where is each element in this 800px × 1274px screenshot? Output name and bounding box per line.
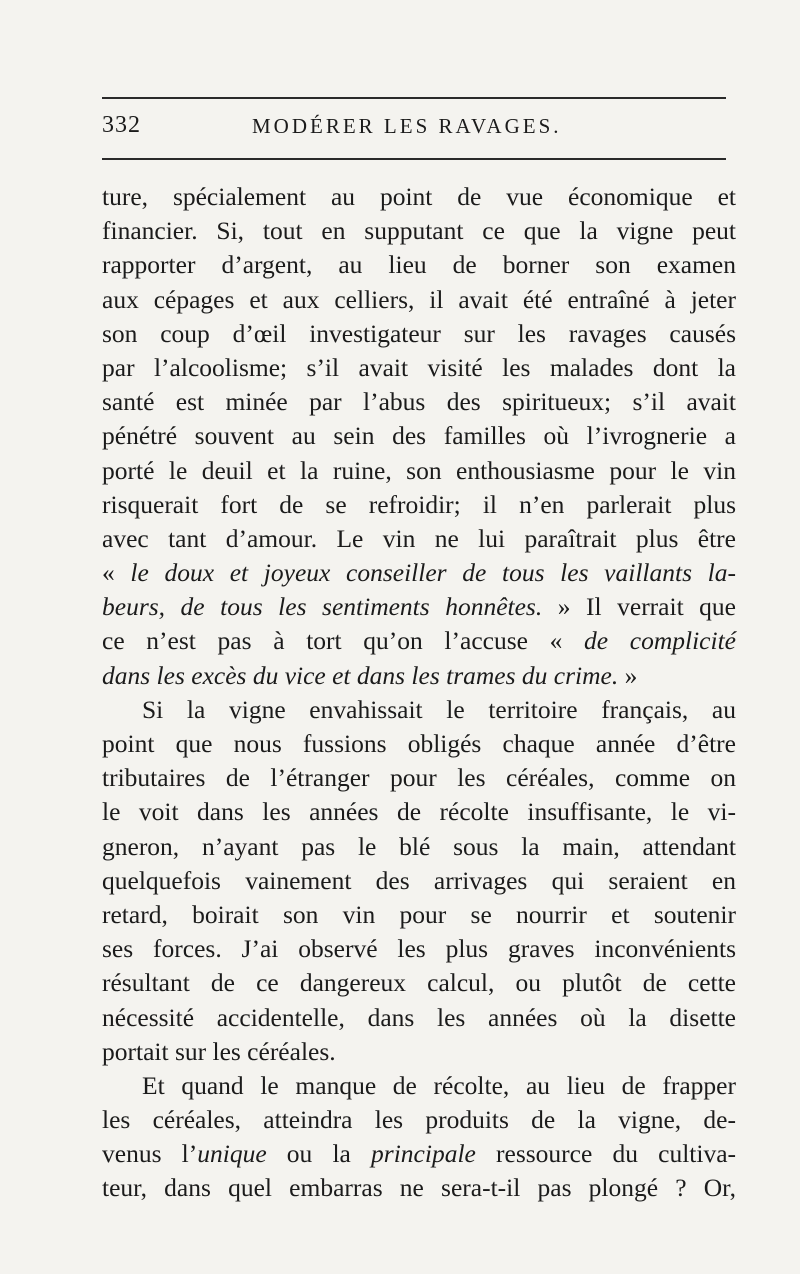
body-text — [102, 180, 736, 1206]
text-line — [102, 1171, 736, 1205]
text-span: porté le deuil et la ruine, son enthousiasme pour le vin — [102, 455, 736, 485]
text-line — [102, 214, 736, 248]
text-span: les céréales, atteindra les produits de la vigne, de- — [102, 1105, 736, 1135]
text-span: » Il verrait que — [542, 592, 737, 622]
text-span: santé est minée par l’abus des spiritueux; s’il avait — [102, 387, 736, 417]
text-line — [102, 317, 736, 351]
text-line — [102, 283, 736, 317]
text-span: » — [618, 660, 638, 690]
text-span: Et quand le manque de récolte, au lieu de frapper — [142, 1070, 736, 1100]
text-line — [102, 966, 736, 1000]
text-span: « — [102, 558, 131, 588]
text-line — [102, 830, 736, 864]
text-span: ture, spécialement au point de vue économique et — [102, 182, 736, 211]
text-line — [102, 248, 736, 282]
text-span: teur, dans quel embarras ne sera-t-il pas plongé ? Or, — [102, 1173, 736, 1203]
text-line — [102, 590, 736, 624]
text-line — [102, 1069, 736, 1103]
text-line — [102, 761, 736, 795]
text-span: ressource du cultiva- — [475, 1139, 737, 1169]
text-span: financier. Si, tout en supputant ce que la vigne peut — [102, 216, 736, 246]
text-line — [102, 522, 736, 556]
text-span: ses forces. J’ai observé les plus graves inconvénients — [102, 934, 736, 964]
text-span: son coup d’œil investigateur sur les ravages causés — [102, 318, 736, 348]
text-span: portait sur les céréales. — [102, 1036, 336, 1066]
text-span: rapporter d’argent, au lieu de borner son examen — [102, 250, 736, 280]
header-rule-top — [102, 97, 726, 99]
text-line — [102, 488, 736, 522]
page-number: 332 — [102, 112, 141, 138]
italic-span: de complicité — [584, 626, 736, 656]
text-span: quelquefois vainement des arrivages qui seraient en — [102, 865, 736, 895]
page-header — [102, 112, 726, 146]
text-line — [102, 795, 736, 829]
text-line — [102, 659, 736, 693]
text-span: risquerait fort de se refroidir; il n’en parlerait plus — [102, 489, 736, 519]
text-span: Si la vigne envahissait le territoire français, au — [142, 694, 736, 724]
header-rule-bottom — [102, 158, 726, 160]
italic-span: le doux et joyeux conseiller de tous les vaillants la- — [130, 558, 736, 588]
italic-span: principale — [371, 1139, 476, 1169]
text-span: résultant de ce dangereux calcul, ou plutôt de cette — [102, 968, 736, 998]
text-line — [102, 693, 736, 727]
text-line — [102, 351, 736, 385]
text-line — [102, 180, 736, 214]
text-line — [102, 419, 736, 453]
text-span: aux cépages et aux celliers, il avait été entraîné à jeter — [102, 284, 736, 314]
text-span: avec tant d’amour. Le vin ne lui paraîtrait plus être — [102, 523, 736, 553]
text-line — [102, 1103, 736, 1137]
italic-span: unique — [197, 1139, 267, 1169]
text-line — [102, 898, 736, 932]
text-line — [102, 932, 736, 966]
text-span: gneron, n’ayant pas le blé sous la main, attendant — [102, 831, 736, 861]
text-span: retard, boirait son vin pour se nourrir et soutenir — [102, 899, 736, 929]
text-line — [102, 864, 736, 898]
italic-span: dans les excès du vice et dans les trames du crime. — [102, 660, 619, 690]
italic-span: beurs, de tous les sentiments honnêtes. — [102, 592, 543, 622]
text-line — [102, 1035, 736, 1069]
text-line — [102, 454, 736, 488]
text-span: venus l’ — [102, 1139, 198, 1169]
text-span: pénétré souvent au sein des familles où l’ivrognerie a — [102, 421, 736, 451]
text-span: nécessité accidentelle, dans les années où la disette — [102, 1002, 736, 1032]
text-line — [102, 385, 736, 419]
text-span: tributaires de l’étranger pour les céréales, comme on — [102, 763, 736, 793]
text-line — [102, 624, 736, 658]
text-span: ce n’est pas à tort qu’on l’accuse « — [102, 626, 585, 656]
text-line — [102, 1137, 736, 1171]
running-head: MODÉRER LES RAVAGES. — [252, 114, 562, 138]
text-span: point que nous fussions obligés chaque année d’être — [102, 729, 736, 758]
text-line — [102, 556, 736, 590]
text-line — [102, 727, 736, 761]
text-span: par l’alcoolisme; s’il avait visité les malades dont la — [102, 352, 736, 382]
text-span: ou la — [266, 1139, 372, 1169]
text-span: le voit dans les années de récolte insuffisante, le vi- — [102, 797, 736, 827]
text-line — [102, 1001, 736, 1035]
